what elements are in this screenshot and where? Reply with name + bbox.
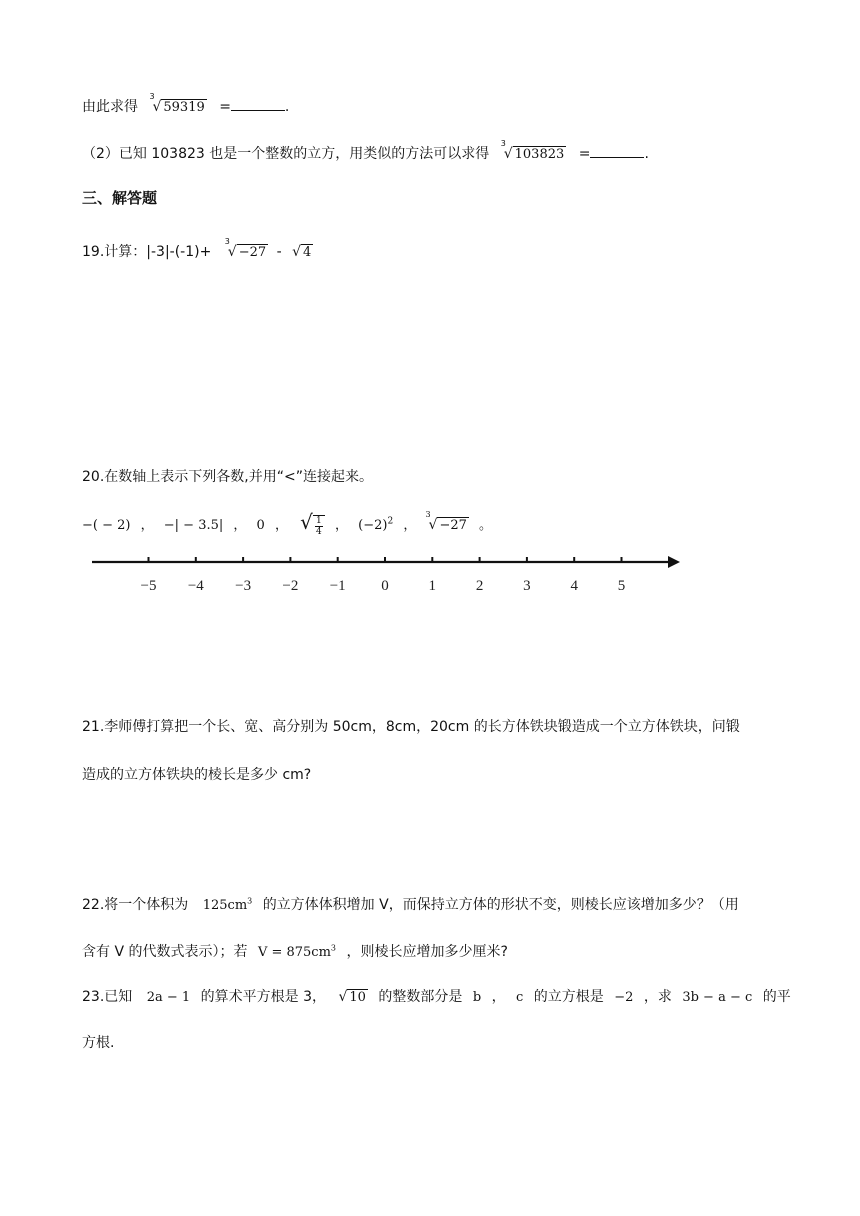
tick-label: −2 (282, 578, 299, 594)
text: 的立方体体积增加 V，而保持立方体的形状不变，则棱长应该增加多少？（用 (262, 897, 739, 913)
volume: 125cm (202, 898, 248, 913)
equation-text: V = 875cm (257, 945, 331, 960)
answer-blank (231, 98, 285, 111)
cube-root (425, 510, 469, 533)
question-22-line2 (82, 941, 508, 961)
text: 19.计算：|-3|-(-1)+ (82, 244, 212, 260)
question-19 (82, 237, 313, 261)
tick-label: −4 (187, 578, 204, 594)
text: ，求 (643, 989, 672, 1005)
line-cube-root-59319 (82, 92, 290, 116)
question-20: 20.在数轴上表示下列各数,并用“<”连接起来。 (82, 469, 373, 485)
cube-root (149, 92, 206, 115)
square-root (338, 989, 367, 1005)
number-line (0, 548, 860, 598)
tick-label: 3 (523, 578, 531, 594)
number-item: −| − 3.5| (163, 518, 224, 533)
expression: 2a − 1 (146, 990, 191, 1005)
volume-expr (203, 898, 253, 913)
radical-sign: √ (338, 989, 348, 1005)
question-22-line1 (82, 894, 739, 914)
root-index: 3 (224, 237, 230, 246)
cube-root (224, 237, 268, 260)
variable: c (516, 990, 524, 1005)
text: 的算术平方根是 3， (200, 989, 326, 1005)
cube-root (500, 139, 567, 162)
text: （2）已知 103823 也是一个整数的立方，用类似的方法可以求得 (82, 146, 490, 162)
numerator: 1 (316, 515, 322, 526)
tick-label: −3 (235, 578, 252, 594)
minus: - (276, 244, 282, 260)
text: 的平 (762, 989, 791, 1005)
tick-label: 4 (570, 578, 578, 594)
tick-label: −5 (140, 578, 157, 594)
axis-arrow (668, 556, 680, 568)
text: ，则棱长应增加多少厘米? (346, 944, 508, 960)
radical-sign: √ (300, 510, 313, 534)
radical-sign: √ (292, 244, 302, 260)
question-23-line2: 方根. (82, 1035, 115, 1051)
separator: ， (140, 518, 154, 533)
separator: ， (274, 518, 288, 533)
question-23-line1 (82, 986, 791, 1006)
text: 22.将一个体积为 (82, 897, 189, 913)
tick-label: 5 (617, 578, 626, 594)
variable: b (472, 990, 482, 1005)
radicand: −27 (439, 518, 467, 533)
question-21-line2: 造成的立方体铁块的棱长是多少 cm? (82, 767, 312, 783)
radical-sign: √ (227, 244, 237, 260)
section-heading: 三、解答题 (82, 189, 158, 207)
number: −2 (614, 990, 634, 1005)
root-index: 3 (149, 92, 155, 101)
root-index: 3 (425, 510, 431, 519)
answer-blank (590, 145, 644, 158)
line-question-2 (82, 139, 649, 163)
fraction (313, 515, 325, 537)
expression: 3b − a − c (682, 990, 753, 1005)
equation (258, 945, 336, 960)
radical-sign: √ (152, 99, 162, 115)
exponent: 2 (387, 516, 394, 527)
square-root-fraction (300, 510, 325, 537)
number-item: −( − 2) (82, 518, 131, 533)
period: . (284, 99, 290, 115)
radicand: 59319 (163, 100, 205, 115)
exponent: 3 (247, 896, 253, 906)
period: 。 (479, 518, 493, 533)
text: 23.已知 (82, 989, 133, 1005)
square-root (292, 244, 313, 260)
text: 的立方根是 (533, 989, 604, 1005)
radical-sign: √ (503, 146, 513, 162)
equals: = (578, 146, 591, 162)
text: 由此求得 (82, 99, 138, 115)
period: . (644, 146, 649, 162)
root-index: 3 (500, 139, 506, 148)
tick-label: −1 (329, 578, 346, 594)
radicand: 4 (303, 245, 312, 260)
question-21-line1: 21.李师傅打算把一个长、宽、高分别为 50cm，8cm，20cm 的长方体铁块锻造成一个立方体铁块，问锻 (82, 719, 740, 735)
tick-label: 1 (428, 578, 437, 594)
radicand: 10 (349, 990, 366, 1005)
text: 的整数部分是 (378, 989, 463, 1005)
tick-label: 2 (475, 578, 484, 594)
radicand: 103823 (514, 147, 565, 162)
separator: ， (233, 518, 247, 533)
equals: = (219, 99, 231, 115)
question-20-numbers (82, 510, 492, 537)
text: 含有 V 的代数式表示）；若 (82, 944, 248, 960)
radicand: −27 (238, 245, 267, 260)
separator: ， (403, 518, 417, 533)
tick-label: 0 (381, 578, 389, 594)
number-item: 0 (256, 518, 265, 533)
text: ， (491, 989, 506, 1005)
denominator: 4 (316, 526, 322, 537)
radical-sign: √ (428, 517, 438, 533)
separator: ， (335, 518, 349, 533)
number-item: (−2) (358, 518, 388, 533)
exponent: 3 (330, 943, 336, 953)
